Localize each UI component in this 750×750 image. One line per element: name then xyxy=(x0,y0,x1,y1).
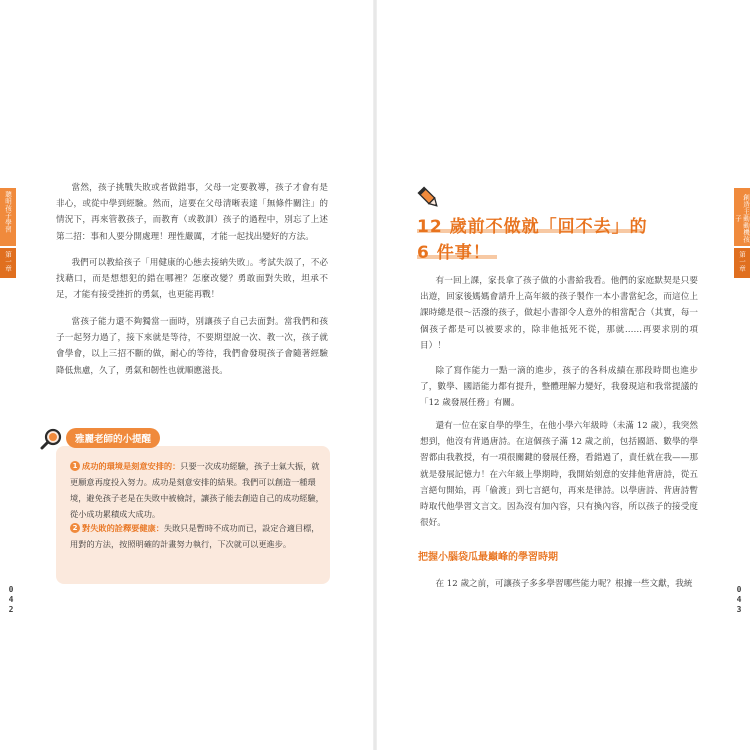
left-paragraph-2: 我們可以教給孩子「用健康的心態去接納失敗」。考試失誤了，不必找藉口，而是想想犯的錯在哪裡？怎麼改變？勇敢面對失敗，坦承不足，才能有接受挫折的勇氣，也更能再戰！ xyxy=(56,258,328,301)
left-side-tab xyxy=(0,188,16,278)
right-series-label: 創造主動動機孩子 xyxy=(734,194,750,243)
tip-item-2 xyxy=(70,520,324,552)
left-page-number: 0 4 2 xyxy=(8,585,14,614)
right-paragraph-1: 有一回上課，家長拿了孩子做的小書給我看。他們的家庭默契是只要出遊，回家後媽媽會請升上高年級的孩子製作一本小書當紀念，而這位上課時總是很～活潑的孩子，做起小書卻令人意外的相當配合（其實，每一個孩子都是可以被要求的，除非他抵死不從，那就……再要求別的項目）！ xyxy=(420,276,698,351)
tip-item-2-text: 失敗只是暫時不成功而已，設定合適目標，用對的方法，按照明確的計畫努力執行，下次就可以更進步。 xyxy=(70,523,320,549)
left-paragraph-1: 當然，孩子挑戰失敗或者做錯事，父母一定要教導，孩子才會有是非心，或從中學到經驗。然而，這要在父母清晰表達「無條件關注」的情況下，再來管教孩子，而教育（或教訓）孩子的過程中，別忘了上述第二招：事和人要分開處理！理性嚴厲，才能一起找出變好的方法。 xyxy=(56,183,328,242)
right-paragraph-2: 除了寫作能力一點一滴的進步，孩子的各科成績在那段時間也進步了，數學、國語能力都有提升，整體理解力變好，我發現這和我常提議的「12 歲發展任務」有關。 xyxy=(420,366,698,409)
tip-item-1-text: 只要一次成功經驗，孩子士氣大振，就更願意再度投入努力。成功是刻意安排的結果。我們可以創造一種環境，避免孩子老是在失敗中被檢討，讓孩子能去創造自己的成功經驗，從小成功累積成大成功。 xyxy=(70,461,324,519)
pencil-icon xyxy=(417,186,441,210)
page-title-line-2: 6 件事！ xyxy=(417,243,491,263)
tip-number-2: 2 xyxy=(70,523,80,533)
left-paragraph-3: 當孩子能力還不夠獨當一面時，別讓孩子自己去面對。當我們和孩子一起努力過了，接下來就是等待，不要期望說一次、教一次，孩子就會學會，以上三招不斷的做，耐心的等待，我們會發現孩子會隨著經驗降低焦慮，久了，勇氣和韌性也就順應滋長。 xyxy=(56,317,328,376)
tip-item-1 xyxy=(70,458,324,522)
left-series-label: 聰明孩子學習 xyxy=(4,191,12,233)
section-subheading: 把握小腦袋瓜最巔峰的學習時期 xyxy=(418,552,558,563)
tip-title: 雅麗老師的小提醒 xyxy=(66,428,160,448)
right-chapter-label: 第一章 xyxy=(738,251,746,272)
tip-number-1: 1 xyxy=(70,461,80,471)
tip-header xyxy=(40,428,160,448)
left-chapter-label: 第一章 xyxy=(4,251,12,272)
right-page-number: 0 4 3 xyxy=(736,585,742,614)
magnifier-icon xyxy=(40,428,60,448)
page-title-line-1: 12 歲前不做就「回不去」的 xyxy=(417,217,648,237)
right-paragraph-last: 在 12 歲之前，可讓孩子多多學習哪些能力呢？根據一些文獻，我統 xyxy=(435,579,693,589)
tip-item-2-highlight: 對失敗的詮釋要健康： xyxy=(82,523,164,533)
tip-item-1-highlight: 成功的環境是刻意安排的： xyxy=(82,461,181,471)
right-side-tab xyxy=(734,188,750,278)
right-paragraph-3: 還有一位在家自學的學生，在他小學六年級時（未滿 12 歲），我突然想到，他沒有背過唐詩。在這個孩子滿 12 歲之前，包括國語、數學的學習都由我教授，有一項很關鍵的發展任務，看錯過了，責任就在我——那就是發展記憶力！在六年級上學期時，我開始刻意的安排他背唐詩，從五言絕句開始，再「偷渡」到七言絕句，再來是律詩。以學唐詩、背唐詩暫時取代他學習文言文。因為沒有加內容，只有換內容，所以孩子的接受度很好。 xyxy=(420,421,698,529)
